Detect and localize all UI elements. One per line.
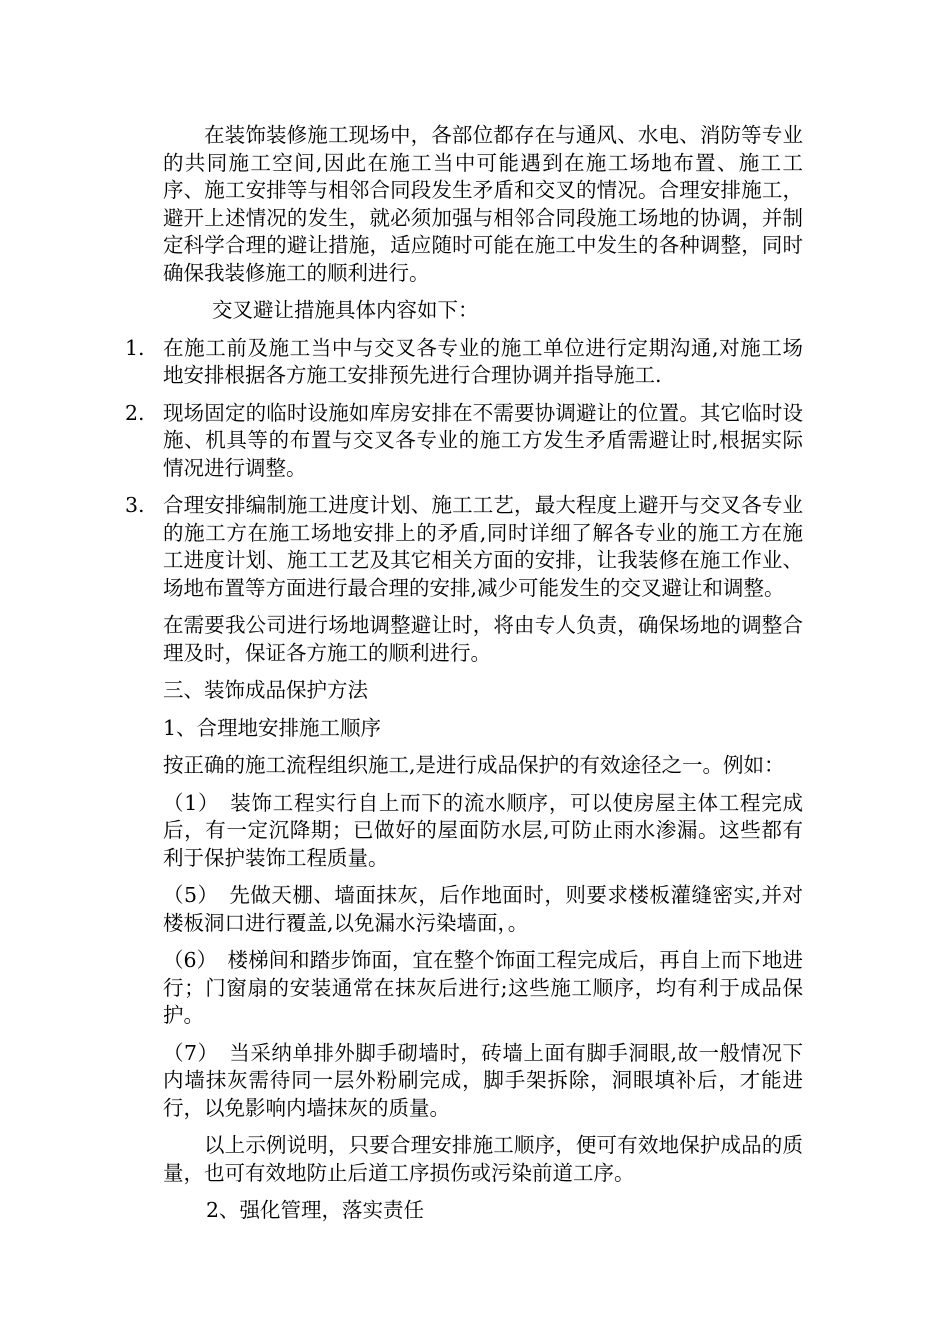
measures-list <box>125 335 803 603</box>
example-6: （6） 楼梯间和踏步饰面，宜在整个饰面工程完成后，再自上而下地进行；门窗扇的安装通常在抹灰后进行;这些施工顺序，均有利于成品保护。 <box>163 948 803 1027</box>
measure-number: 3. <box>125 493 145 517</box>
measure-item-2 <box>125 400 803 483</box>
example-5: （5） 先做天棚、墙面抹灰，后作地面时，则要求楼板灌缝密实,并对楼板洞口进行覆盖,以免漏水污染墙面，。 <box>163 883 803 935</box>
measure-text: 在施工前及施工当中与交叉各专业的施工单位进行定期沟通,对施工场地安排根据各方施工安排预先进行合理协调并指导施工. <box>163 335 803 387</box>
measure-item-1 <box>125 335 803 390</box>
conclusion-paragraph: 以上示例说明，只要合理安排施工顺序，便可有效地保护成品的质量，也可有效地防止后道工序损伤或污染前道工序。 <box>163 1133 803 1185</box>
subsection1-heading: 1、合理地安排施工顺序 <box>163 715 382 740</box>
measure-number: 1. <box>125 335 145 360</box>
subsection1-intro: 按正确的施工流程组织施工,是进行成品保护的有效途径之一。例如： <box>163 753 785 777</box>
example-7: （7） 当采纳单排外脚手砌墙时，砖墙上面有脚手洞眼,故一般情况下内墙抹灰需待同一层外粉刷完成，脚手架拆除，洞眼填补后，才能进行，以免影响内墙抹灰的质量。 <box>163 1040 803 1120</box>
subsection2-heading: 2、强化管理，落实责任 <box>206 1198 425 1222</box>
section3-heading: 三、装饰成品保护方法 <box>163 678 368 702</box>
measure-text: 现场固定的临时设施如库房安排在不需要协调避让的位置。其它临时设施、机具等的布置与交叉各专业的施工方发生矛盾需避让时,根据实际情况进行调整。 <box>163 400 803 480</box>
measure-item-3 <box>125 492 803 602</box>
intro-paragraph: 在装饰装修施工现场中，各部位都存在与通风、水电、消防等专业的共同施工空间,因此在施工当中可能遇到在施工场地布置、施工工序、施工安排等与相邻合同段发生矛盾和交叉的情况。合理安排施工，避开上述情况的发生，就必须加强与相邻合同段施工场地的协调，并制定科学合理的避让措施，适应随时可能在施工中发生的各种调整，同时确保我装修施工的顺利进行。 <box>163 123 803 285</box>
measure-text: 合理安排编制施工进度计划、施工工艺，最大程度上避开与交叉各专业的施工方在施工场地安排上的矛盾,同时详细了解各专业的施工方在施工进度计划、施工工艺及其它相关方面的安排，让我装修在施工作业、场地布置等方面进行最合理的安排,减少可能发生的交叉避让和调整。 <box>163 493 803 600</box>
document-body <box>125 122 803 1235</box>
example-1: （1） 装饰工程实行自上而下的流水顺序，可以使房屋主体工程完成后，有一定沉降期；已做好的屋面防水层,可防止雨水渗漏。这些都有利于保护装饰工程质量。 <box>163 790 803 870</box>
measures-intro: 交叉避让措施具体内容如下： <box>212 298 479 322</box>
measure-number: 2. <box>125 400 145 425</box>
responsibility-paragraph: 在需要我公司进行场地调整避让时，将由专人负责，确保场地的调整合理及时，保证各方施工的顺利进行。 <box>163 613 803 665</box>
